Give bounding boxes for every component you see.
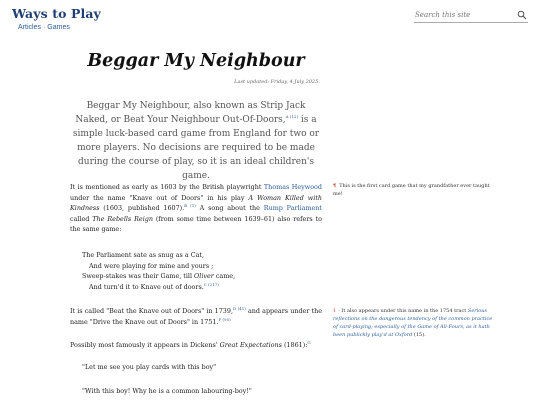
play-title: A Woman Killed with Kindness <box>70 193 323 213</box>
link-thomas-heywood[interactable]: Thomas Heywood <box>263 183 322 191</box>
sidenote-number: 1 <box>333 308 337 314</box>
song-title: The Rebells Reign <box>92 214 153 223</box>
lead-footnote-ref[interactable]: A (12) <box>285 114 299 119</box>
search-input[interactable] <box>415 11 511 19</box>
footnote-ref[interactable]: C (217) <box>203 281 219 287</box>
poem-line <box>82 282 312 293</box>
quote-line: "Let me see you play cards with this boy" <box>82 363 217 371</box>
paragraph-dickens <box>70 340 322 351</box>
book-title: Great Expectations <box>219 341 282 349</box>
paragraph-names <box>70 306 322 327</box>
magnifier-icon[interactable] <box>517 10 527 20</box>
last-updated: Last updated: Friday, 4 July 2025. <box>234 79 320 85</box>
poem-name: Oliver <box>194 272 214 281</box>
nav-articles-link[interactable]: Articles <box>18 24 41 31</box>
footnote-ref[interactable]: B (1) <box>184 203 196 209</box>
poem-line: The Parliament sate as snug as a Cat, <box>82 251 205 259</box>
text: (1861): <box>281 341 308 349</box>
link-rump-parliament[interactable]: Rump Parliament <box>263 204 322 213</box>
tract-title: Serious reflections on the dangerous tendency of the common practice of card-playing; especially of the Game of All-Fours, as it hath been publickly play'd at Oxford <box>333 308 493 338</box>
text: Possibly most famously it appears in Dickens' <box>70 341 220 349</box>
lead-text-b: is a simple luck-based card game from England for two or more players. No decisions are required to be made during the course of play, so it is an ideal children's game. <box>72 115 320 181</box>
sidenote-text: This is the first card game that my grandfather ever taught me! <box>333 183 490 197</box>
page-title: Beggar My Neighbour <box>87 51 305 71</box>
footnote-ref[interactable]: F (95) <box>218 316 231 322</box>
footnote-ref[interactable]: D (41) <box>232 305 246 311</box>
site-title[interactable]: Ways to Play <box>12 6 101 21</box>
text: A song about the <box>195 204 264 213</box>
footnote-ref[interactable]: G <box>307 339 311 345</box>
text: (from some time between 1639–61) also refers to the same game: <box>70 214 322 234</box>
poem-line-text: And turn'd it to Knave out of doors. <box>89 282 204 291</box>
text: (1603, published 1607). <box>99 204 185 213</box>
poem-line-text: Sweep-stakes was their Game, till <box>82 272 195 281</box>
poem-line-text: came, <box>213 272 236 281</box>
lead-text-a: Beggar My Neighbour, also known as Strip Jack Naked, or Beat Your Neighbour Out-Of-Doors, <box>75 101 306 125</box>
top-nav <box>18 24 70 31</box>
pilcrow-icon: ¶ <box>333 183 337 189</box>
search-box[interactable] <box>414 10 528 23</box>
poem-line <box>82 271 312 282</box>
text: It is mentioned as early as 1603 by the British playwright <box>70 183 264 191</box>
sidenote-text: (15). <box>412 332 426 338</box>
lead-paragraph <box>70 99 322 183</box>
nav-games-link[interactable]: Games <box>47 24 70 31</box>
nav-separator: · <box>42 24 46 31</box>
sidenote-text: · It also appears under this name in the 1754 tract <box>338 308 468 314</box>
sidenote-grandfather <box>333 182 493 198</box>
paragraph-history <box>70 182 322 235</box>
quote-line: "With this boy! Why he is a common labouring-boy!" <box>82 387 252 395</box>
poem-line: And were playing for mine and yours ; <box>89 261 214 270</box>
text: and appears under the name "Drive the Knave out of Doors" in 1751. <box>70 307 322 326</box>
text: called <box>70 214 93 223</box>
text: under the name "Knave out of Doors" in his play <box>70 193 249 202</box>
poem-block <box>82 250 312 292</box>
sidenote-tract <box>333 307 493 339</box>
text: It is called "Beat the Knave out of Doors" in 1739, <box>70 307 233 315</box>
